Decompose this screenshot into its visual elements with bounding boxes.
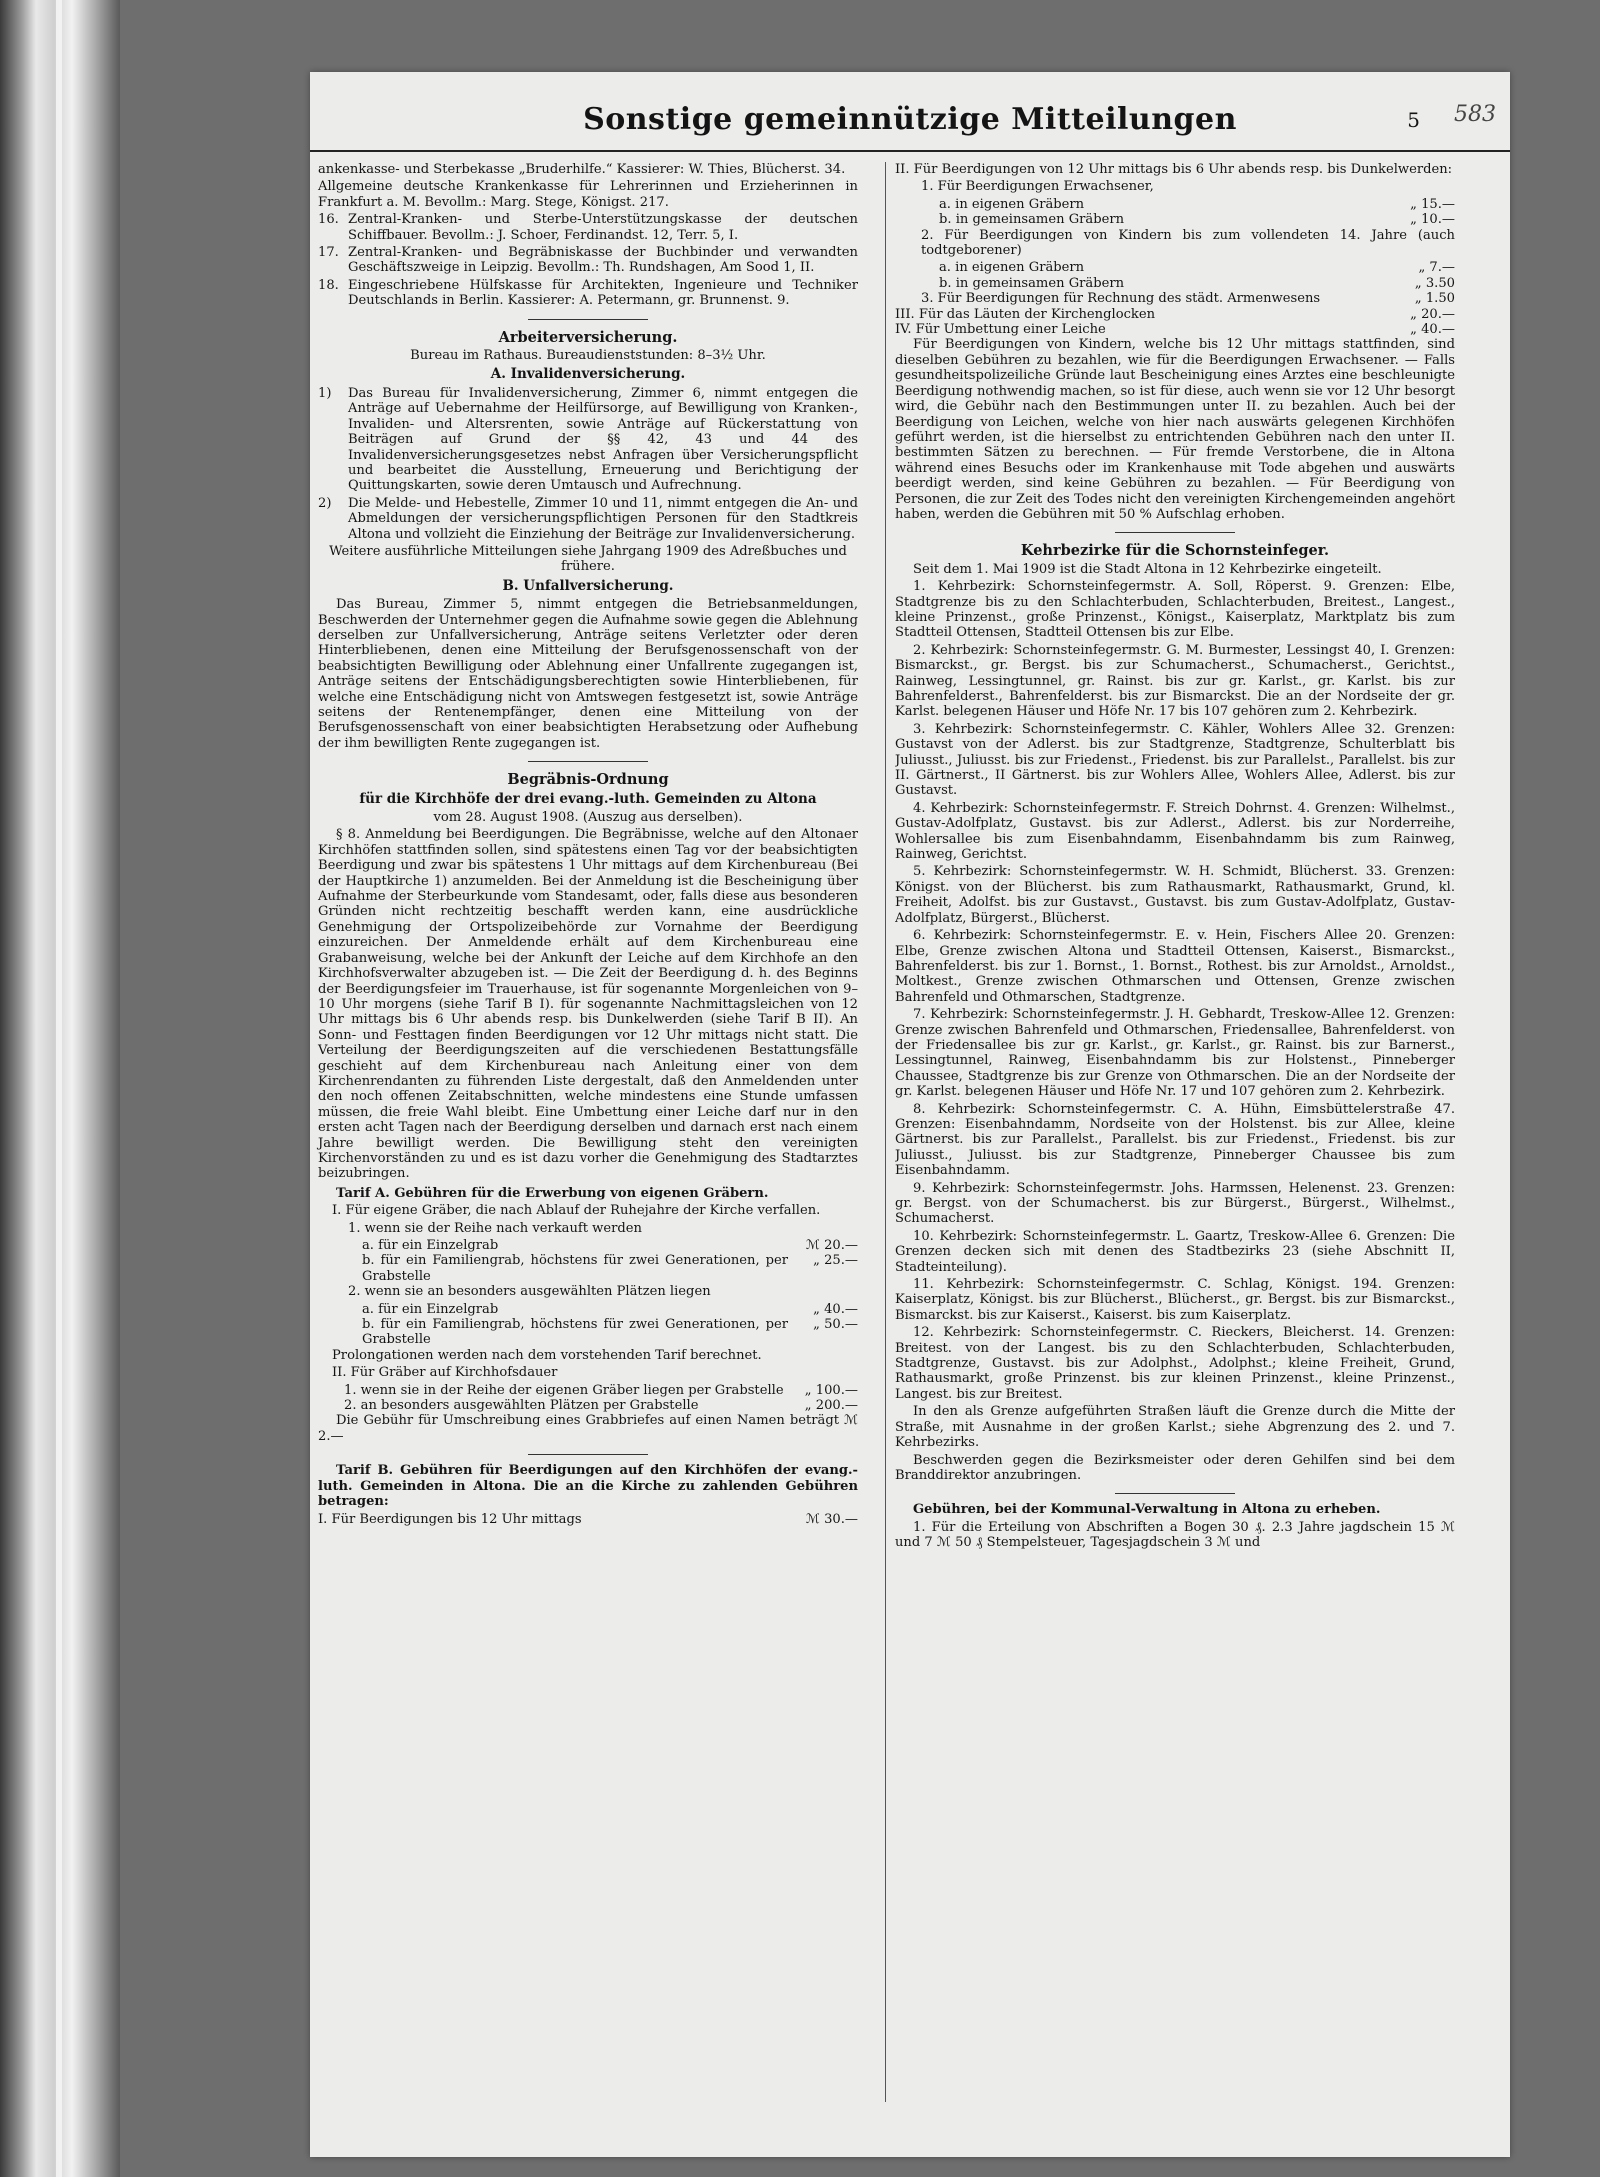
list-item — [318, 212, 858, 243]
separator — [1115, 532, 1235, 533]
fee-label: IV. Für Umbettung einer Leiche — [895, 322, 1106, 338]
fee-label: b. für ein Familiengrab, höchstens für zwei Generationen, per Grabstelle — [362, 1317, 788, 1348]
scan-crease — [56, 0, 62, 2177]
umschreibung-note: Die Gebühr für Umschreibung eines Grabbriefes auf einen Namen beträgt ℳ 2.— — [318, 1413, 858, 1444]
kehrbezirk-entry: 9. Kehrbezirk: Schornsteinfegermstr. Johs. Harmssen, Helenenst. 23. Grenzen: gr. Bergst. von der Schumacherst. bis zur Bürgerst., Bürgerst., Wilhelmst., Schumacherst. — [895, 1180, 1455, 1227]
fee-label: I. Für Beerdigungen bis 12 Uhr mittags — [318, 1511, 582, 1527]
left-column — [310, 162, 870, 2137]
fee-label: a. in eigenen Gräbern — [939, 260, 1085, 276]
fee-value: „ 25.— — [813, 1253, 858, 1269]
further-info-note: Weitere ausführliche Mitteilungen siehe Jahrgang 1909 des Adreßbuches und frühere. — [329, 543, 847, 575]
item-text: Die Melde- und Hebestelle, Zimmer 10 und 11, nimmt entgegen die An- und Abmeldungen der versicherungspflichtigen Personen für den Stadtkreis Altona und vollzieht die Einziehung der Beiträge zur Invalidenversicherung. — [348, 495, 858, 542]
fee-row — [318, 1398, 858, 1413]
kehrbezirk-entry: 6. Kehrbezirk: Schornsteinfegermstr. E. v. Hein, Fischers Allee 20. Grenzen: Elbe, Grenze zwischen Altona und Stadtteil Ottensen, Kaiserst., Bismarckst., Bahrenfelderst. bis zur 1. Bornst., 1. Bornst., Rothest. bis zur Arnoldst., Arnoldst., Moltkest., Grenze zwischen Othmarschen und Ottensen, Grenze zwischen Bahrenfeld und Othmarschen, Stadtgrenze. — [895, 928, 1455, 1005]
kehrbezirk-entry: 10. Kehrbezirk: Schornsteinfegermstr. L. Gaartz, Treskow-Allee 6. Grenzen: Die Grenzen decken sich mit denen des Stadtbezirks 23 (siehe Abschnitt II, Stadteinteilung). — [895, 1228, 1455, 1275]
kehr-boundary-note: In den als Grenze aufgeführten Straßen läuft die Grenze durch die Mitte der Straße, mit Ausnahme in der großen Karlst.; siehe Abgrenzung des 2. und 7. Kehrbezirks. — [895, 1404, 1455, 1451]
kehrbezirk-entry: 12. Kehrbezirk: Schornsteinfegermstr. C. Rieckers, Bleicherst. 14. Grenzen: Breitest. von der Langest. bis zu den Schlachterbuden, Schlachterbuden, Stadtgrenze, Gustavst. bis zur Adolphst., Adolphst.; kleine Freiheit, Grund, Rathausmarkt, große Prinzenst. bis zur kleinen Prinzenst., kleine Prinzenst., Langest. bis zur Breitest. — [895, 1325, 1455, 1402]
fee-value: „ 3.50 — [1414, 275, 1455, 291]
subheading-unfallversicherung: B. Unfallversicherung. — [502, 577, 674, 594]
fee-value: „ 1.50 — [1414, 291, 1455, 307]
separator — [528, 1454, 648, 1455]
item-text: Zentral-Kranken- und Begräbniskasse der Buchbinder und verwandten Geschäftszweige in Leipzig. Bevollm.: Th. Rundshagen, Am Sood 1, II. — [348, 245, 858, 276]
right-column — [895, 162, 1455, 2137]
erwachsene-heading: 1. Für Beerdigungen Erwachsener, — [921, 179, 1154, 195]
tarif-a-section-2: II. Für Gräber auf Kirchhofsdauer — [332, 1365, 558, 1381]
kehr-complaint-note: Beschwerden gegen die Bezirksmeister oder deren Gehilfen sind bei dem Branddirektor anzubringen. — [895, 1452, 1455, 1483]
separator — [528, 761, 648, 762]
fee-row — [318, 1302, 858, 1317]
item-text: Zentral-Kranken- und Sterbe-Unterstützungskasse der deutschen Schiffbauer. Bevollm.: J. Schoer, Ferdinandst. 12, Terr. 5, I. — [348, 212, 858, 243]
fee-row — [318, 1253, 858, 1284]
tarif-b-section-2: II. Für Beerdigungen von 12 Uhr mittags bis 6 Uhr abends resp. bis Dunkelwerden: — [895, 162, 1453, 177]
fee-label: b. in gemeinsamen Gräbern — [939, 212, 1125, 228]
fee-value: „ 40.— — [813, 1301, 858, 1317]
page-title: Sonstige gemeinnützige Mitteilungen — [583, 102, 1237, 137]
fee-row — [318, 1317, 858, 1348]
gebuehren-item-1: 1. Für die Erteilung von Abschriften a Bogen 30 ₰. 2.3 Jahre jagdschein 15 ℳ und 7 ℳ 50 ₰ Stempelsteuer, Tagesjagdschein 3 ℳ und — [895, 1519, 1455, 1551]
item-text: Eingeschriebene Hülfskasse für Architekten, Ingenieure und Techniker Deutschlands in Berlin. Kassierer: A. Petermann, gr. Brunnenst. 9. — [348, 277, 858, 309]
item-number: 16. — [318, 212, 339, 228]
item-number: 1) — [318, 385, 332, 401]
fee-value: „ 100.— — [804, 1382, 858, 1398]
continued-item: Allgemeine deutsche Krankenkasse für Lehrerinnen und Erzieherinnen in Frankfurt a. M. Bevollm.: Marg. Stege, Königst. 217. — [318, 179, 858, 210]
fee-label: a. für ein Einzelgrab — [362, 1238, 499, 1253]
kehrbezirk-entry: 3. Kehrbezirk: Schornsteinfegermstr. C. Kähler, Wohlers Allee 32. Grenzen: Gustavst von der Adlerst. bis zur Stadtgrenze, Stadtgrenze, Schulterblatt bis Juliusst., Juliusst. bis zur Friedenst., Friedenst. bis zur Parallelst., Parallelst. bis zur II. Gärtnerst., II Gärtnerst. bis zur Wohlers Allee, Wohlers Allee, Adlerst. bis zur Gustavst. — [895, 721, 1455, 799]
prolongation-note: Prolongationen werden nach dem vorstehenden Tarif berechnet. — [332, 1347, 762, 1363]
list-item — [318, 496, 858, 542]
fee-row — [318, 1383, 858, 1398]
item-number: 2) — [318, 495, 332, 511]
page-header — [310, 72, 1510, 152]
fee-value: „ 15.— — [1410, 196, 1455, 212]
fee-row — [895, 212, 1455, 227]
fee-value: „ 200.— — [804, 1398, 858, 1414]
document-page — [310, 72, 1510, 2157]
list-item — [318, 245, 858, 276]
separator — [528, 319, 648, 320]
fee-value: „ 20.— — [1410, 306, 1455, 322]
section-heading-arbeiterversicherung: Arbeiterversicherung. — [498, 328, 678, 346]
kinder-note: Für Beerdigungen von Kindern, welche bis 12 Uhr mittags stattfinden, sind dieselben Gebühren zu bezahlen, wie für die Beerdigungen Erwachsener. — Falls gesundheitspolizeiliche Gründe laut Bescheinigung eines Arztes eine beschleunigte Beerdigung nothwendig machen, so ist für diese, auch wenn sie vor 12 Uhr besorgt wird, die Gebühr nach den Bestimmungen unter II. zu bezahlen. Auch bei der Beerdigung von Leichen, welche von hier nach auswärts gelegenen Kirchhöfen geführt werden, ist die hierselbst zu entrichtenden Gebühren nach den unter II. bestimmten Sätzen zu berechnen. — Für fremde Verstorbene, die in Altona während eines Besuchs oder im Krankenhause mit Tode abgehen und auswärts beerdigt werden, sind keine Gebühren zu bezahlen. — Für Beerdigung von Personen, die zur Zeit des Todes nicht den vereinigten Kirchengemeinden angehört haben, werden die Gebühren mit 50 % Aufschlag erhoben. — [895, 337, 1455, 522]
fee-row — [895, 276, 1455, 291]
kehr-intro: Seit dem 1. Mai 1909 ist die Stadt Altona in 12 Kehrbezirke eingeteilt. — [913, 561, 1382, 577]
item-text: Das Bureau für Invalidenversicherung, Zimmer 6, nimmt entgegen die Anträge auf Uebernahme der Heilfürsorge, auf Bewilligung von Kranken-, Invaliden- und Altersrenten, sowie Anträge auf Rückerstattung von Beiträgen auf Grund der §§ 42, 43 und 44 des Invalidenversicherungsgesetzes nebst Anfragen über Versicherungspflicht und bearbeitet die Ausstellung, Erneuerung und Berichtigung der Quittungskarten, sowie deren Umtausch und Aufrechnung. — [348, 385, 858, 494]
list-item — [318, 386, 858, 494]
tarif-a-title: Tarif A. Gebühren für die Erwerbung von eigenen Gräbern. — [336, 1185, 769, 1201]
fee-value: „ 40.— — [1410, 322, 1455, 338]
fee-label: a. in eigenen Gräbern — [939, 196, 1085, 212]
kehrbezirk-entry: 4. Kehrbezirk: Schornsteinfegermstr. F. Streich Dohrnst. 4. Grenzen: Wilhelmst., Gustav-Adolfplatz, Gustavst. bis zur Adlerst., Adlerst. bis zur Norderreihe, Wohlersallee bis zum Eisenbahndamm, Eisenbahndamm bis zum Rainweg, Rainweg, Gerichtst. — [895, 800, 1455, 863]
section-heading-begraebnis: Begräbnis-Ordnung — [507, 771, 669, 789]
fee-row — [895, 307, 1455, 322]
bureau-hours: Bureau im Rathaus. Bureaudienststunden: 8–3½ Uhr. — [410, 348, 766, 364]
fee-label: 2. an besonders ausgewählten Plätzen per Grabstelle — [344, 1398, 699, 1414]
fee-row — [895, 291, 1455, 306]
begraebnis-subtitle: für die Kirchhöfe der drei evang.-luth. Gemeinden zu Altona — [359, 790, 817, 807]
paragraph-8: § 8. Anmeldung bei Beerdigungen. Die Begräbnisse, welche auf den Altonaer Kirchhöfen stattfinden sollen, sind spätestens einen Tag vor der beabsichtigten Beerdigung und zwar bis spätestens 1 Uhr mittags auf dem Kirchenbureau (Bei der Hauptkirche 1) anzumelden. Bei der Anmeldung ist die Bescheinigung über Aufnahme der Sterbeurkunde vom Standesamt, oder, falls diese aus besonderen Gründen nicht rechtzeitig beschafft werden kann, eine ausdrückliche Genehmigung der Ortspolizeibehörde zur Vornahme der Beerdigung einzureichen. Der Anmeldende erhält auf dem Kirchenbureau eine Grabanweisung, welche bei der Ankunft der Leiche auf dem Kirchhofe an den Kirchhofsverwalter abzugeben ist. — Die Zeit der Beerdigung d. h. des Beginns der Beerdigungsfeier im Trauerhause, ist für sogenannte Morgenleichen von 9–10 Uhr morgens (siehe Tarif B I). für sogenannte Nachmittagsleichen von 12 Uhr mittags bis 6 Uhr abends resp. bis Dunkelwerden (siehe Tarif B II). An Sonn- und Festtagen finden Beerdigungen vor 12 Uhr mittags nicht statt. Die Verteilung der Beerdigungszeiten auf die verschiedenen Bestattungsfälle geschieht auf dem Kirchenbureau nach Anleitung einer von dem Kirchenrendanten zu führenden Liste dergestalt, daß den Anmeldenden unter den noch offenen Zeitabschnitten, welche mindestens eine Stunde umfassen müssen, die freie Wahl bleibt. Eine Umbettung einer Leiche darf nur in den ersten acht Tagen nach der Beerdigung derselben und darnach erst nach einem Jahre bewilligt werden. Die Bewilligung steht den vereinigten Kirchenvorständen zu und es ist dazu vorher die Genehmigung des Stadtarztes beizubringen. — [318, 827, 858, 1182]
fee-row — [318, 1512, 858, 1527]
fee-value: „ 50.— — [813, 1317, 858, 1333]
fee-label: 3. Für Beerdigungen für Rechnung des städt. Armenwesens — [921, 291, 1321, 307]
kehrbezirk-entry: 7. Kehrbezirk: Schornsteinfegermstr. J. H. Gebhardt, Treskow-Allee 12. Grenzen: Grenze zwischen Bahrenfeld und Othmarschen, Friedensallee, Bahrenfelderst. von der Friedensallee bis zur gr. Karlst., gr. Karlst., gr. Rainst. bis zur Barnerst., Lessingtunnel, Rainweg, Eisenbahndamm bis zur Holstenst., Pinneberger Chaussee, Stadtgrenze bis zur Grenze von Othmarschen. Die an der Nordseite der gr. Karlst. belegenen Häuser und Höfe Nr. 17 und 107 gehören zum 2. Kehrbezirk. — [895, 1007, 1455, 1100]
tarif-a-item-1: 1. wenn sie der Reihe nach verkauft werden — [348, 1220, 642, 1236]
kehrbezirk-entry: 8. Kehrbezirk: Schornsteinfegermstr. C. A. Hühn, Eimsbüttelerstraße 47. Grenzen: Eisenbahndamm, Nordseite von der Holstenst. bis zur Allee, kleine Gärtnerst. bis zur Parallelst., Parallelst. bis zur Friedenst., Friedenst. bis zur Juliusst., Juliusst. bis zur Stadtgrenze, Pinneberger Chaussee bis zum Eisenbahndamm. — [895, 1101, 1455, 1179]
fee-value: „ 10.— — [1410, 212, 1455, 228]
fee-label: 1. wenn sie in der Reihe der eigenen Gräber liegen per Grabstelle — [344, 1382, 784, 1398]
fee-value: ℳ 20.— — [805, 1238, 858, 1253]
fee-label: b. für ein Familiengrab, höchstens für zwei Generationen, per Grabstelle — [362, 1253, 788, 1284]
unfall-paragraph: Das Bureau, Zimmer 5, nimmt entgegen die Betriebsanmeldungen, Beschwerden der Unternehmer gegen die Aufnahme sowie gegen die Ablehnung derselben zur Unfallversicherung, Anträge seitens Verletzter oder deren Hinterbliebenen, denen eine Mitteilung der Berufsgenossenschaft von der beabsichtigten Bewilligung oder Ablehnung einer Unfallrente zugegangen ist, Anträge seitens der Entschädigungsberechtigten sowie Hinterbliebenen, für welche eine Entschädigung nicht von Amtswegen festgesetzt ist, sowie Anträge seitens der Rentenempfänger, denen eine Mitteilung von der Berufsgenossenschaft von einer beabsichtigten Herabsetzung oder Aufhebung der ihm bewilligten Rente zugegangen ist. — [318, 597, 858, 751]
kehrbezirk-entry: 5. Kehrbezirk: Schornsteinfegermstr. W. H. Schmidt, Blücherst. 33. Grenzen: Königst. von der Blücherst. bis zum Rathausmarkt, Rathausmarkt, Grund, kl. Freiheit, Adolfst. bis zur Gustavst., Gustavst. bis zum Gustav-Adolfplatz, Gustav-Adolfplatz, Bürgerst., Blücherst. — [895, 864, 1455, 926]
section-heading-kehrbezirke: Kehrbezirke für die Schornsteinfeger. — [1020, 542, 1330, 560]
fee-value: ℳ 30.— — [805, 1511, 858, 1527]
kehrbezirk-entry: 1. Kehrbezirk: Schornsteinfegermstr. A. Soll, Röperst. 9. Grenzen: Elbe, Stadtgrenze bis zu den Schlachterbuden, Schlachterbuden, Breitest., Langest., kleine Prinzenst., große Prinzenst., Königst., Kaiserplatz, Marktplatz bis zum Stadtteil Ottensen, Stadtteil Ottensen bis zur Elbe. — [895, 579, 1455, 641]
handwritten-page-number: 583 — [1454, 102, 1496, 127]
kinder-heading: 2. Für Beerdigungen von Kindern bis zum vollendeten 14. Jahre (auch todtgeborener) — [921, 227, 1455, 259]
tarif-b-title: Tarif B. Gebühren für Beerdigungen auf den Kirchhöfen der evang.-luth. Gemeinden in Altona. Die an die Kirche zu zahlenden Gebühren betragen: — [318, 1463, 858, 1510]
begraebnis-date: vom 28. August 1908. (Auszug aus derselben). — [433, 810, 743, 826]
list-item — [318, 278, 858, 309]
fee-label: III. Für das Läuten der Kirchenglocken — [895, 306, 1156, 322]
fee-row — [318, 1238, 858, 1253]
kehrbezirk-entry: 11. Kehrbezirk: Schornsteinfegermstr. C. Schlag, Königst. 194. Grenzen: Kaiserplatz, Königst. bis zur Blücherst., Blücherst., gr. Bergst. bis zur Bismarckst., Bismarckst. bis zur Kaiserst., Kaiserst. bis zum Kaiserplatz. — [895, 1277, 1455, 1323]
fee-label: a. für ein Einzelgrab — [362, 1301, 499, 1317]
kehrbezirk-entry: 2. Kehrbezirk: Schornsteinfegermstr. G. M. Burmester, Lessingst 40, I. Grenzen: Bismarckst., gr. Bergst. bis zur Schumacherst., Schumacherst., Gerichtst., Rainweg, Lessingtunnel, gr. Rainst. bis zur gr. Karlst., gr. Karlst. bis zur Bahrenfelderst., Bahrenfelderst. bis zur Bismarckst. Die an der Nordseite der gr. Karlst. belegenen Häuser und Höfe Nr. 17 bis 107 gehören zum 2. Kehrbezirk. — [895, 642, 1455, 720]
subheading-invalidenversicherung: A. Invalidenversicherung. — [490, 366, 686, 383]
item-number: 17. — [318, 245, 339, 261]
fee-row — [895, 197, 1455, 212]
fee-label: b. in gemeinsamen Gräbern — [939, 275, 1125, 291]
item-number: 18. — [318, 277, 339, 293]
column-divider — [885, 162, 886, 2102]
tarif-a-item-2: 2. wenn sie an besonders ausgewählten Plätzen liegen — [348, 1284, 711, 1300]
tarif-a-section-1: I. Für eigene Gräber, die nach Ablauf der Ruhejahre der Kirche verfallen. — [332, 1203, 821, 1219]
fee-row — [895, 322, 1455, 337]
fee-value: „ 7.— — [1418, 260, 1455, 276]
scan-binding-edge — [0, 0, 120, 2177]
gebuehren-title: Gebühren, bei der Kommunal-Verwaltung in Altona zu erheben. — [913, 1502, 1381, 1518]
continued-line: ankenkasse- und Sterbekasse „Bruderhilfe.“ Kassierer: W. Thies, Blücherst. 34. — [318, 162, 846, 177]
fee-row — [895, 260, 1455, 275]
page-number: 5 — [1407, 108, 1420, 132]
separator — [1115, 1493, 1235, 1494]
